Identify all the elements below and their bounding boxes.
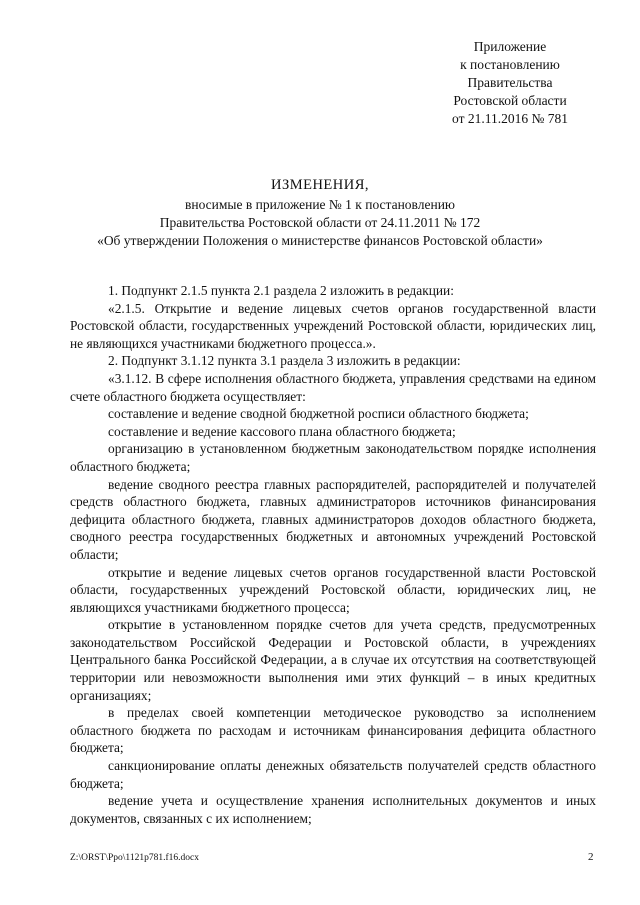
appendix-line: Приложение <box>473 39 547 54</box>
paragraph: ведение сводного реестра главных распорядителей, распорядителей и получателей средств областного бюджета, главных администраторов источников финансирования дефицита областного бюджета, главных администраторов доходов областного бюджета, сводного реестра государственных бюджетных и автономных учреждений Ростовской области; <box>70 476 596 562</box>
appendix-header <box>410 38 610 128</box>
appendix-line: Ростовской области <box>453 93 567 108</box>
document-title <box>60 176 580 250</box>
page-number: 2 <box>588 851 594 863</box>
paragraph: 1. Подпункт 2.1.5 пункта 2.1 раздела 2 изложить в редакции: <box>108 283 454 298</box>
appendix-line: Правительства <box>467 75 553 90</box>
title-line: Правительства Ростовской области от 24.11.2011 № 172 <box>159 215 481 230</box>
paragraph: в пределах своей компетенции методическое руководство за исполнением областного бюджета по расходам и источникам финансирования дефицита областного бюджета; <box>70 705 596 756</box>
paragraph: открытие и ведение лицевых счетов органов государственной власти Ростовской области, государственных учреждений Ростовской области, юридических лиц, не являющихся участниками бюджетного процесса; <box>70 564 596 615</box>
title-main: ИЗМЕНЕНИЯ, <box>270 177 370 193</box>
paragraph: «3.1.12. В сфере исполнения областного бюджета, управления средствами на едином счете областного бюджета осуществляет: <box>70 370 596 404</box>
document-body <box>70 282 596 827</box>
paragraph: организацию в установленном бюджетным законодательством порядке исполнения областного бюджета; <box>70 441 596 474</box>
paragraph: открытие в установленном порядке счетов для учета средств, предусмотренных законодательством Российской Федерации и Ростовской области, в учреждениях Центрального банка Российской Федерации, а в случае их отсутствия на соответствующей территории или невозможности выполнения ими этих функций – в иных кредитных организациях; <box>70 617 596 703</box>
paragraph: составление и ведение сводной бюджетной росписи областного бюджета; <box>108 406 529 422</box>
appendix-line: к постановлению <box>460 57 560 72</box>
paragraph: ведение учета и осуществление хранения исполнительных документов и иных документов, связанных с их исполнением; <box>70 793 596 826</box>
appendix-date-line: от 21.11.2016 № 781 <box>452 111 568 126</box>
title-line: «Об утверждении Положения о министерстве финансов Ростовской области» <box>97 233 543 248</box>
paragraph: составление и ведение кассового плана областного бюджета; <box>108 423 456 439</box>
paragraph: санкционирование оплаты денежных обязательств получателей средств областного бюджета; <box>70 758 596 791</box>
paragraph: 2. Подпункт 3.1.12 пункта 3.1 раздела 3 изложить в редакции: <box>108 353 461 369</box>
paragraph: «2.1.5. Открытие и ведение лицевых счетов органов государственной власти Ростовской области, государственных учреждений Ростовской области, юридических лиц, не являющихся участниками бюджетного процесса.». <box>70 300 596 351</box>
footer-file-path: Z:\ORST\Ppo\1121p781.f16.docx <box>70 853 199 863</box>
title-line: вносимые в приложение № 1 к постановлению <box>184 197 456 212</box>
